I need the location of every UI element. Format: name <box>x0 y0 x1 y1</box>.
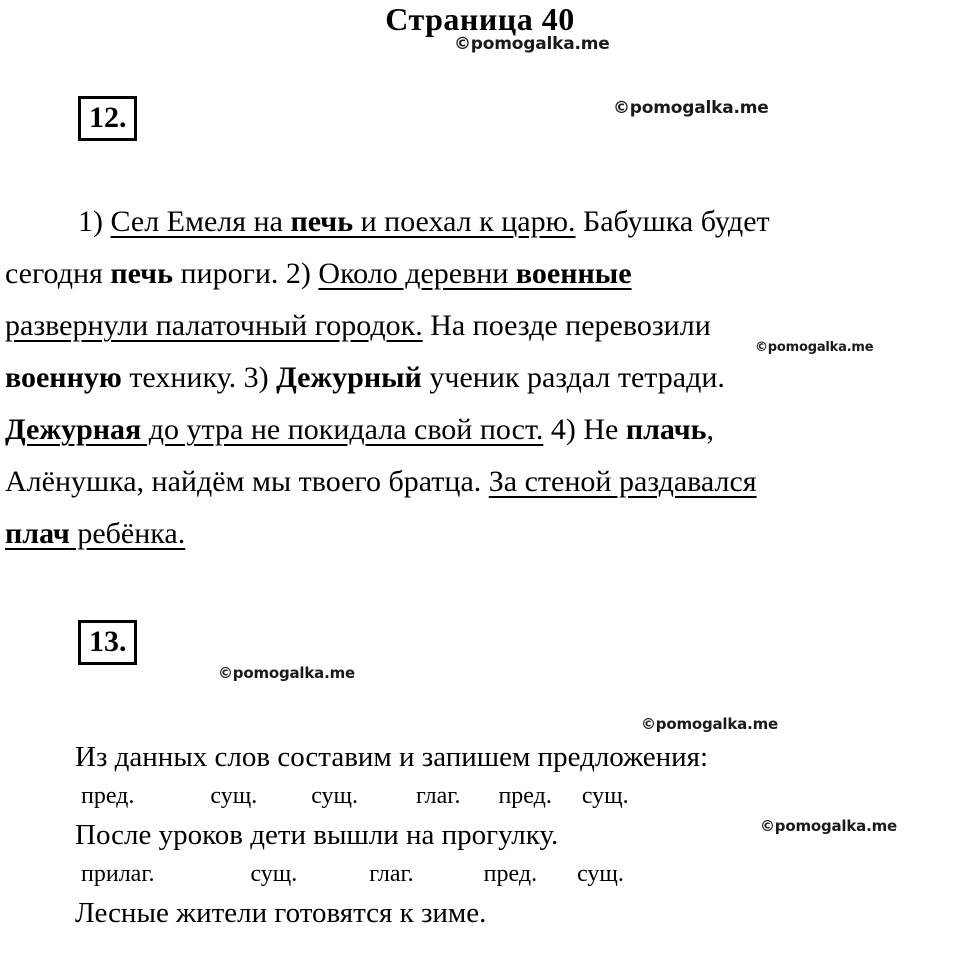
text-run: печь <box>110 257 173 290</box>
pos-tag: пред. <box>498 783 552 809</box>
pos-tag: пред. <box>483 861 538 887</box>
pos-tag: сущ. <box>311 783 359 809</box>
exercise-13-intro: Из данных слов составим и запишем предложения: <box>75 741 709 773</box>
pos-tag: пред. <box>81 783 135 809</box>
watermark-b: ©pomogalka.me <box>755 340 874 355</box>
exercise-13-text <box>75 736 955 934</box>
text-run: технику. 3) <box>121 361 277 394</box>
exercise-12-line <box>5 248 957 300</box>
exercise-number-12: 12. <box>78 96 137 141</box>
page-title: Страница 40 <box>385 1 575 37</box>
exercise-number-13: 13. <box>78 620 137 665</box>
text-run: военные <box>515 257 632 290</box>
text-run: Дежурная <box>5 413 142 446</box>
text-run: Бабушка будет <box>575 205 770 238</box>
text-run: ребёнка. <box>69 517 186 550</box>
text-run: сегодня <box>5 257 111 290</box>
text-run: Около деревни <box>318 257 516 290</box>
pos-tag: сущ. <box>210 783 258 809</box>
exercise-12-line <box>5 352 957 404</box>
text-run: На поезде перевозили <box>422 309 711 342</box>
text-run: Дежурный <box>276 361 422 394</box>
text-run: пироги. 2) <box>172 257 319 290</box>
text-run: печь <box>290 205 354 238</box>
text-run: 1) <box>78 205 111 238</box>
pos-tags-row-2 <box>75 856 955 892</box>
text-run: военную <box>5 361 122 394</box>
text-run: Сел Емеля на <box>110 205 291 238</box>
exercise-12-line <box>5 404 957 456</box>
pos-tag: глаг. <box>416 783 461 809</box>
sentence-1: После уроков дети вышли на прогулку. <box>75 819 559 851</box>
pos-tag: прилаг. <box>81 861 155 887</box>
pos-tag: сущ. <box>581 783 629 809</box>
text-run: плач <box>5 517 70 550</box>
text-run: За стеной раздавался <box>488 465 757 498</box>
watermark-a: ©pomogalka.me <box>613 98 769 118</box>
exercise-12-line <box>5 300 957 352</box>
pos-tags-row-1 <box>75 778 955 814</box>
exercise-12-line <box>5 196 957 248</box>
text-run: и поехал к царю. <box>353 205 576 238</box>
text-run: развернули палаточный городок. <box>5 309 423 342</box>
pos-tag: сущ. <box>250 861 298 887</box>
pos-tag: сущ. <box>577 861 624 887</box>
text-run: , <box>706 413 715 446</box>
text-run: до утра не покидала свой пост. <box>141 413 544 446</box>
pos-tag: глаг. <box>369 861 414 887</box>
watermark-d: ©pomogalka.me <box>641 715 778 733</box>
exercise-12-line <box>5 456 957 508</box>
sentence-2: Лесные жители готовятся к зиме. <box>75 897 487 929</box>
watermark-c: ©pomogalka.me <box>218 664 355 682</box>
text-run: Алёнушка, найдём мы твоего братца. <box>5 465 489 498</box>
text-run: ученик раздал тетради. <box>421 361 725 394</box>
text-run: 4) Не <box>543 413 626 446</box>
watermark-title: ©pomogalka.me <box>454 34 610 54</box>
exercise-12-text <box>5 196 957 560</box>
text-run: плачь <box>625 413 707 446</box>
watermark-e: ©pomogalka.me <box>760 817 897 835</box>
exercise-12-line <box>5 508 957 560</box>
